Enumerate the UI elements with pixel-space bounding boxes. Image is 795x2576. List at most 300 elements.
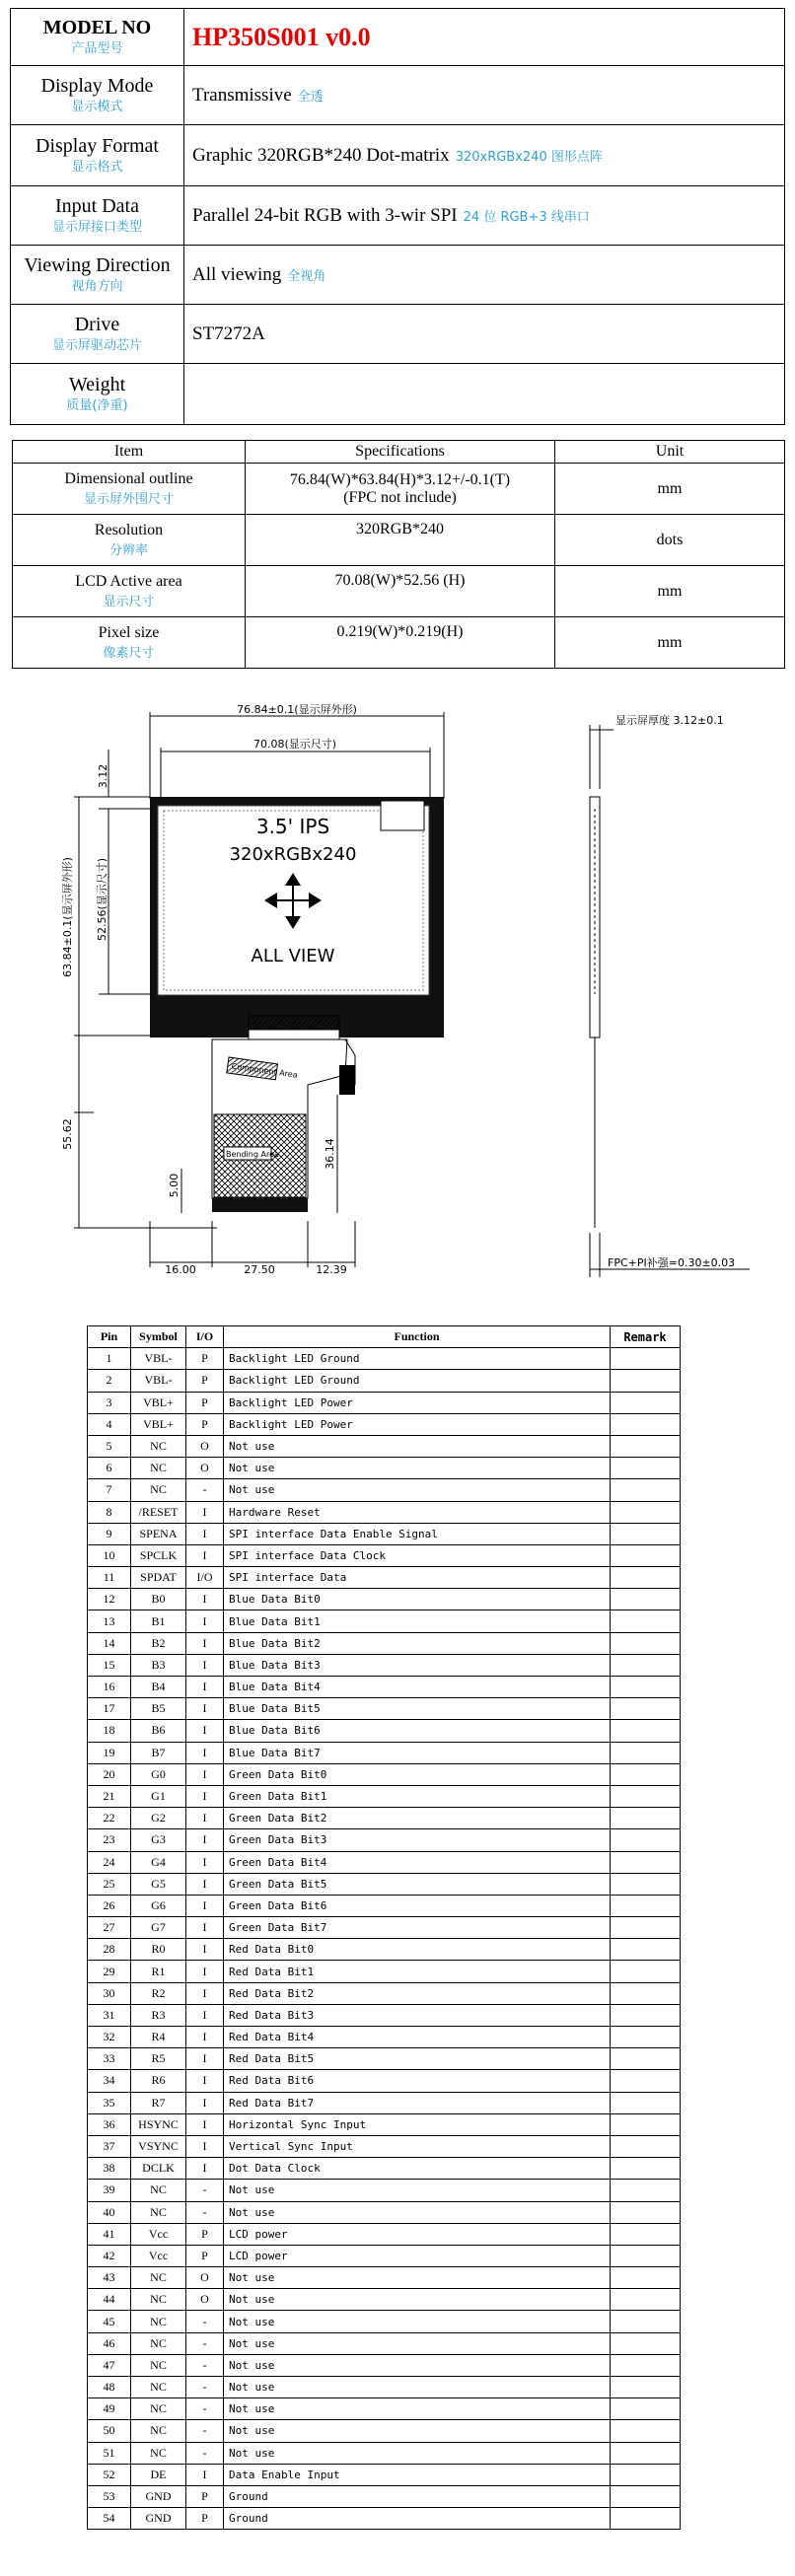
pin-function: Not use bbox=[224, 2377, 611, 2398]
dimension-header: Unit bbox=[555, 441, 785, 464]
pin-function: Red Data Bit5 bbox=[224, 2048, 611, 2070]
fpc-connector-strip bbox=[249, 1016, 339, 1030]
spec-row bbox=[11, 305, 785, 364]
pin-row bbox=[88, 2223, 681, 2245]
pin-number: 54 bbox=[88, 2508, 131, 2530]
pin-row bbox=[88, 2398, 681, 2420]
pin-remark bbox=[611, 1589, 681, 1610]
pin-io: I bbox=[186, 2027, 224, 2048]
pin-symbol: NC bbox=[131, 2311, 186, 2332]
pin-function: Not use bbox=[224, 2332, 611, 2354]
model-value-cell bbox=[184, 9, 785, 66]
pin-row bbox=[88, 2311, 681, 2332]
fpc-thickness-label: FPC+PI补强=0.30±0.03 bbox=[608, 1256, 736, 1269]
pin-symbol: G7 bbox=[131, 1917, 186, 1939]
pin-number: 51 bbox=[88, 2442, 131, 2464]
dim-active-height-label: 52.56(显示尺寸) bbox=[96, 857, 108, 942]
pin-function: Not use bbox=[224, 2289, 611, 2311]
screen-resolution-label: 320xRGBx240 bbox=[229, 844, 357, 865]
pin-remark bbox=[611, 2311, 681, 2332]
pin-header: Remark bbox=[611, 1326, 681, 1348]
pin-io: I bbox=[186, 1785, 224, 1807]
pin-io: P bbox=[186, 1370, 224, 1392]
pin-number: 50 bbox=[88, 2420, 131, 2442]
dim-fpc-width-label: 27.50 bbox=[244, 1263, 275, 1276]
pin-symbol: GND bbox=[131, 2508, 186, 2530]
pin-io: I bbox=[186, 2048, 224, 2070]
pin-symbol: R5 bbox=[131, 2048, 186, 2070]
pin-function: Not use bbox=[224, 2201, 611, 2223]
pin-row bbox=[88, 2332, 681, 2354]
pin-symbol: NC bbox=[131, 2420, 186, 2442]
pin-symbol: G1 bbox=[131, 1785, 186, 1807]
pin-row bbox=[88, 1610, 681, 1632]
pin-remark bbox=[611, 1698, 681, 1720]
dimension-row bbox=[13, 617, 785, 669]
screen-viewing-label: ALL VIEW bbox=[251, 946, 335, 966]
pin-number: 46 bbox=[88, 2332, 131, 2354]
spec-label-cn: 显示屏驱动芯片 bbox=[51, 337, 142, 353]
spec-row-model bbox=[11, 9, 785, 66]
pin-number: 24 bbox=[88, 1851, 131, 1873]
pin-function: Ground bbox=[224, 2508, 611, 2530]
pin-row bbox=[88, 2135, 681, 2157]
spec-row bbox=[11, 125, 785, 186]
pin-number: 39 bbox=[88, 2180, 131, 2201]
pin-io: I bbox=[186, 2113, 224, 2135]
pin-number: 27 bbox=[88, 1917, 131, 1939]
pin-number: 52 bbox=[88, 2464, 131, 2485]
dimension-spec: 76.84(W)*63.84(H)*3.12+/-0.1(T) bbox=[289, 470, 511, 488]
pin-row bbox=[88, 1720, 681, 1742]
pin-io: I bbox=[186, 1720, 224, 1742]
pin-function: Red Data Bit2 bbox=[224, 1982, 611, 2004]
pin-function: Ground bbox=[224, 2485, 611, 2507]
pin-row bbox=[88, 2289, 681, 2311]
pin-number: 21 bbox=[88, 1785, 131, 1807]
pin-number: 9 bbox=[88, 1523, 131, 1544]
model-value: HP350S001 v0.0 bbox=[192, 22, 371, 51]
dimension-header-row bbox=[13, 441, 785, 464]
pin-row bbox=[88, 2267, 681, 2289]
pin-symbol: B5 bbox=[131, 1698, 186, 1720]
pin-remark bbox=[611, 2135, 681, 2157]
dimension-spec-note: (FPC not include) bbox=[343, 488, 457, 506]
pin-io: I bbox=[186, 1523, 224, 1544]
pin-number: 20 bbox=[88, 1763, 131, 1785]
pin-row bbox=[88, 2027, 681, 2048]
pin-function: Green Data Bit3 bbox=[224, 1829, 611, 1851]
pin-number: 38 bbox=[88, 2158, 131, 2180]
pin-symbol: VBL- bbox=[131, 1348, 186, 1370]
pin-row bbox=[88, 1501, 681, 1523]
pin-number: 53 bbox=[88, 2485, 131, 2507]
pin-io: I bbox=[186, 1589, 224, 1610]
pin-io: I bbox=[186, 2070, 224, 2092]
pin-row bbox=[88, 1763, 681, 1785]
pin-symbol: R4 bbox=[131, 2027, 186, 2048]
pin-row bbox=[88, 2420, 681, 2442]
pin-symbol: G3 bbox=[131, 1829, 186, 1851]
pin-remark bbox=[611, 2158, 681, 2180]
pin-remark bbox=[611, 1961, 681, 1982]
pin-remark bbox=[611, 1829, 681, 1851]
pin-row bbox=[88, 1567, 681, 1589]
pin-row bbox=[88, 1348, 681, 1370]
pin-remark bbox=[611, 2508, 681, 2530]
dim-outline-height-label: 63.84±0.1(显示屏外形) bbox=[61, 857, 74, 977]
pin-symbol: NC bbox=[131, 2442, 186, 2464]
pin-function: LCD power bbox=[224, 2245, 611, 2266]
pin-number: 33 bbox=[88, 2048, 131, 2070]
pin-function: Blue Data Bit3 bbox=[224, 1654, 611, 1676]
dimension-row bbox=[13, 515, 785, 566]
spec-label: Drive bbox=[74, 313, 120, 335]
pin-number: 12 bbox=[88, 1589, 131, 1610]
pin-number: 41 bbox=[88, 2223, 131, 2245]
pin-remark bbox=[611, 2420, 681, 2442]
pin-io: I bbox=[186, 1895, 224, 1916]
pin-io: - bbox=[186, 2442, 224, 2464]
pin-symbol: VSYNC bbox=[131, 2135, 186, 2157]
bending-area-label: Bending Area bbox=[226, 1150, 279, 1159]
pin-row bbox=[88, 2508, 681, 2530]
pin-remark bbox=[611, 2113, 681, 2135]
spec-label: Viewing Direction bbox=[24, 253, 171, 276]
dimension-item-cn: 显示屏外围尺寸 bbox=[83, 492, 174, 507]
pin-function: Not use bbox=[224, 2354, 611, 2376]
pin-number: 30 bbox=[88, 1982, 131, 2004]
model-label-cell bbox=[11, 9, 184, 66]
pin-remark bbox=[611, 2332, 681, 2354]
pin-row bbox=[88, 1523, 681, 1544]
pin-io: P bbox=[186, 1413, 224, 1435]
pin-io: I bbox=[186, 1544, 224, 1566]
dimension-item: Dimensional outline bbox=[64, 470, 193, 487]
pin-function: Blue Data Bit7 bbox=[224, 1742, 611, 1763]
pin-io: I/O bbox=[186, 1567, 224, 1589]
pin-symbol: NC bbox=[131, 2377, 186, 2398]
pin-row bbox=[88, 1808, 681, 1829]
pin-remark bbox=[611, 1458, 681, 1479]
dimension-header: Specifications bbox=[246, 441, 555, 464]
pin-symbol: G4 bbox=[131, 1851, 186, 1873]
pin-number: 44 bbox=[88, 2289, 131, 2311]
mechanical-drawing bbox=[0, 690, 795, 1302]
pin-row bbox=[88, 1370, 681, 1392]
pin-number: 11 bbox=[88, 1567, 131, 1589]
pin-function: Green Data Bit2 bbox=[224, 1808, 611, 1829]
pin-header-row bbox=[88, 1326, 681, 1348]
pin-io: I bbox=[186, 1808, 224, 1829]
pin-function: Green Data Bit1 bbox=[224, 1785, 611, 1807]
pin-number: 35 bbox=[88, 2092, 131, 2113]
pin-remark bbox=[611, 2442, 681, 2464]
spec-label-cn: 质量(净重) bbox=[66, 397, 128, 413]
pin-remark bbox=[611, 1895, 681, 1916]
pin-remark bbox=[611, 2289, 681, 2311]
dim-outline-width bbox=[150, 712, 444, 799]
pin-header: Symbol bbox=[131, 1326, 186, 1348]
pin-function: Red Data Bit0 bbox=[224, 1939, 611, 1961]
pin-io: - bbox=[186, 2180, 224, 2201]
pin-function: Red Data Bit3 bbox=[224, 2004, 611, 2026]
spec-value: ST7272A bbox=[192, 322, 265, 344]
pin-symbol: DCLK bbox=[131, 2158, 186, 2180]
pin-function: Backlight LED Ground bbox=[224, 1370, 611, 1392]
pin-symbol: NC bbox=[131, 2201, 186, 2223]
pin-row bbox=[88, 2158, 681, 2180]
pin-symbol: R6 bbox=[131, 2070, 186, 2092]
dimension-row bbox=[13, 566, 785, 617]
dimension-unit: dots bbox=[555, 515, 785, 566]
pin-io: P bbox=[186, 2245, 224, 2266]
spec-label: Display Mode bbox=[40, 74, 154, 97]
pin-row bbox=[88, 2180, 681, 2201]
pin-symbol: B1 bbox=[131, 1610, 186, 1632]
pin-io: - bbox=[186, 2398, 224, 2420]
pin-remark bbox=[611, 1982, 681, 2004]
pin-header: Pin bbox=[88, 1326, 131, 1348]
pin-remark bbox=[611, 1785, 681, 1807]
pin-remark bbox=[611, 2070, 681, 2092]
pin-row bbox=[88, 2485, 681, 2507]
pin-number: 34 bbox=[88, 2070, 131, 2092]
pin-io: I bbox=[186, 2158, 224, 2180]
spec-value: Transmissive bbox=[192, 84, 292, 106]
pin-io: I bbox=[186, 2135, 224, 2157]
spec-value: All viewing bbox=[192, 263, 282, 285]
pin-function: Dot Data Clock bbox=[224, 2158, 611, 2180]
pin-number: 22 bbox=[88, 1808, 131, 1829]
fpc-stiffener bbox=[339, 1065, 355, 1095]
pin-remark bbox=[611, 1392, 681, 1413]
pin-symbol: SPDAT bbox=[131, 1567, 186, 1589]
pin-io: P bbox=[186, 2485, 224, 2507]
pin-function: Blue Data Bit0 bbox=[224, 1589, 611, 1610]
pin-io: P bbox=[186, 1392, 224, 1413]
dimension-unit: mm bbox=[555, 566, 785, 617]
pin-number: 29 bbox=[88, 1961, 131, 1982]
pin-symbol: G0 bbox=[131, 1763, 186, 1785]
pin-function: SPI interface Data Clock bbox=[224, 1544, 611, 1566]
pin-number: 19 bbox=[88, 1742, 131, 1763]
pin-remark bbox=[611, 2004, 681, 2026]
pin-io: O bbox=[186, 2267, 224, 2289]
pin-function: Green Data Bit6 bbox=[224, 1895, 611, 1916]
pin-row bbox=[88, 2464, 681, 2485]
spec-value: Parallel 24-bit RGB with 3-wir SPI bbox=[192, 204, 458, 226]
dimension-header: Item bbox=[13, 441, 246, 464]
pin-function: Green Data Bit4 bbox=[224, 1851, 611, 1873]
pin-row bbox=[88, 2092, 681, 2113]
pin-symbol: NC bbox=[131, 1458, 186, 1479]
thickness-label: 显示屏厚度 3.12±0.1 bbox=[615, 714, 724, 727]
pin-symbol: SPENA bbox=[131, 1523, 186, 1544]
pin-function: Green Data Bit0 bbox=[224, 1763, 611, 1785]
pin-io: I bbox=[186, 1873, 224, 1895]
pin-row bbox=[88, 1654, 681, 1676]
dim-left-label: 16.00 bbox=[165, 1263, 196, 1276]
spec-label: Input Data bbox=[55, 194, 139, 217]
pin-symbol: DE bbox=[131, 2464, 186, 2485]
spec-row bbox=[11, 246, 785, 305]
pin-number: 43 bbox=[88, 2267, 131, 2289]
pin-row bbox=[88, 2354, 681, 2376]
pin-remark bbox=[611, 1939, 681, 1961]
pin-remark bbox=[611, 2267, 681, 2289]
pin-number: 26 bbox=[88, 1895, 131, 1916]
pin-symbol: HSYNC bbox=[131, 2113, 186, 2135]
pin-symbol: NC bbox=[131, 1479, 186, 1501]
pin-function: Backlight LED Power bbox=[224, 1413, 611, 1435]
pin-remark bbox=[611, 2201, 681, 2223]
pin-row bbox=[88, 1917, 681, 1939]
pin-function: Not use bbox=[224, 1458, 611, 1479]
pin-io: O bbox=[186, 1458, 224, 1479]
spec-label-cn: 显示屏接口类型 bbox=[51, 219, 142, 235]
pin-number: 47 bbox=[88, 2354, 131, 2376]
pin-function: Blue Data Bit6 bbox=[224, 1720, 611, 1742]
pin-function: Not use bbox=[224, 1435, 611, 1457]
pin-io: I bbox=[186, 1851, 224, 1873]
pin-remark bbox=[611, 2485, 681, 2507]
pin-io: I bbox=[186, 1501, 224, 1523]
pin-row bbox=[88, 1982, 681, 2004]
pin-io: O bbox=[186, 2289, 224, 2311]
pin-table-body bbox=[88, 1348, 681, 2530]
pin-symbol: NC bbox=[131, 2332, 186, 2354]
spec-value-cn: 全视角 bbox=[287, 268, 326, 284]
pin-symbol: R7 bbox=[131, 2092, 186, 2113]
pin-function: Blue Data Bit5 bbox=[224, 1698, 611, 1720]
pin-io: - bbox=[186, 1479, 224, 1501]
lcd-corner-tab bbox=[381, 801, 424, 830]
pin-io: - bbox=[186, 2377, 224, 2398]
model-label-cn: 产品型号 bbox=[71, 40, 123, 56]
pin-symbol: VBL+ bbox=[131, 1392, 186, 1413]
pin-remark bbox=[611, 1720, 681, 1742]
pin-row bbox=[88, 2377, 681, 2398]
pin-remark bbox=[611, 1544, 681, 1566]
pin-symbol: R0 bbox=[131, 1939, 186, 1961]
pin-number: 18 bbox=[88, 1720, 131, 1742]
pin-symbol: NC bbox=[131, 2289, 186, 2311]
pin-number: 15 bbox=[88, 1654, 131, 1676]
spec-row bbox=[11, 186, 785, 246]
pin-row bbox=[88, 1544, 681, 1566]
dim-right-label: 12.39 bbox=[316, 1263, 347, 1276]
pin-function: Blue Data Bit2 bbox=[224, 1632, 611, 1654]
pin-symbol: G2 bbox=[131, 1808, 186, 1829]
spec-row bbox=[11, 364, 785, 425]
pin-io: I bbox=[186, 1982, 224, 2004]
pin-row bbox=[88, 1785, 681, 1807]
pin-row bbox=[88, 2113, 681, 2135]
pin-number: 40 bbox=[88, 2201, 131, 2223]
dimension-item: Resolution bbox=[94, 522, 164, 538]
pin-remark bbox=[611, 1523, 681, 1544]
pin-symbol: NC bbox=[131, 2398, 186, 2420]
pin-io: I bbox=[186, 2464, 224, 2485]
pin-remark bbox=[611, 1610, 681, 1632]
pin-io: I bbox=[186, 1698, 224, 1720]
pin-symbol: NC bbox=[131, 2354, 186, 2376]
spec-table bbox=[10, 8, 785, 425]
fpc-contact-pads bbox=[212, 1198, 308, 1212]
pin-function: Data Enable Input bbox=[224, 2464, 611, 2485]
pin-remark bbox=[611, 1501, 681, 1523]
pin-remark bbox=[611, 1808, 681, 1829]
pin-function: Horizontal Sync Input bbox=[224, 2113, 611, 2135]
pin-function: Not use bbox=[224, 1479, 611, 1501]
pin-function: SPI interface Data bbox=[224, 1567, 611, 1589]
pin-number: 42 bbox=[88, 2245, 131, 2266]
pin-function: Not use bbox=[224, 2311, 611, 2332]
pin-row bbox=[88, 2201, 681, 2223]
pin-remark bbox=[611, 2223, 681, 2245]
pin-remark bbox=[611, 1917, 681, 1939]
pin-row bbox=[88, 1829, 681, 1851]
pin-symbol: SPCLK bbox=[131, 1544, 186, 1566]
pin-remark bbox=[611, 1370, 681, 1392]
pin-io: P bbox=[186, 2508, 224, 2530]
pin-remark bbox=[611, 1413, 681, 1435]
pin-remark bbox=[611, 2354, 681, 2376]
pin-function: Vertical Sync Input bbox=[224, 2135, 611, 2157]
spec-label-cn: 显示格式 bbox=[71, 159, 123, 175]
pin-function: Not use bbox=[224, 2267, 611, 2289]
pin-row bbox=[88, 1413, 681, 1435]
pin-remark bbox=[611, 2048, 681, 2070]
spec-label: Display Format bbox=[36, 134, 159, 157]
pin-symbol: B6 bbox=[131, 1720, 186, 1742]
pin-remark bbox=[611, 1873, 681, 1895]
pin-function: Not use bbox=[224, 2180, 611, 2201]
pin-number: 17 bbox=[88, 1698, 131, 1720]
pin-number: 8 bbox=[88, 1501, 131, 1523]
pin-header: I/O bbox=[186, 1326, 224, 1348]
dimension-unit: mm bbox=[555, 464, 785, 515]
pin-io: - bbox=[186, 2354, 224, 2376]
pin-remark bbox=[611, 1851, 681, 1873]
pin-row bbox=[88, 1698, 681, 1720]
pin-function: Red Data Bit4 bbox=[224, 2027, 611, 2048]
pin-symbol: R3 bbox=[131, 2004, 186, 2026]
pin-row bbox=[88, 1632, 681, 1654]
pin-symbol: NC bbox=[131, 1435, 186, 1457]
pin-number: 45 bbox=[88, 2311, 131, 2332]
pin-symbol: R2 bbox=[131, 1982, 186, 2004]
pin-number: 32 bbox=[88, 2027, 131, 2048]
pin-io: I bbox=[186, 1610, 224, 1632]
pin-io: - bbox=[186, 2201, 224, 2223]
pin-number: 3 bbox=[88, 1392, 131, 1413]
side-view bbox=[590, 725, 750, 1277]
dimension-unit: mm bbox=[555, 617, 785, 669]
pin-symbol: R1 bbox=[131, 1961, 186, 1982]
dimension-spec: 320RGB*240 bbox=[356, 521, 444, 537]
pin-number: 1 bbox=[88, 1348, 131, 1370]
pin-remark bbox=[611, 1348, 681, 1370]
pin-remark bbox=[611, 2027, 681, 2048]
pin-remark bbox=[611, 1632, 681, 1654]
pin-symbol: /RESET bbox=[131, 1501, 186, 1523]
dimension-spec: 0.219(W)*0.219(H) bbox=[336, 623, 464, 640]
spec-label-cn: 视角方向 bbox=[71, 278, 123, 294]
screen-size-label: 3.5' IPS bbox=[255, 815, 330, 838]
pin-function: Backlight LED Ground bbox=[224, 1348, 611, 1370]
